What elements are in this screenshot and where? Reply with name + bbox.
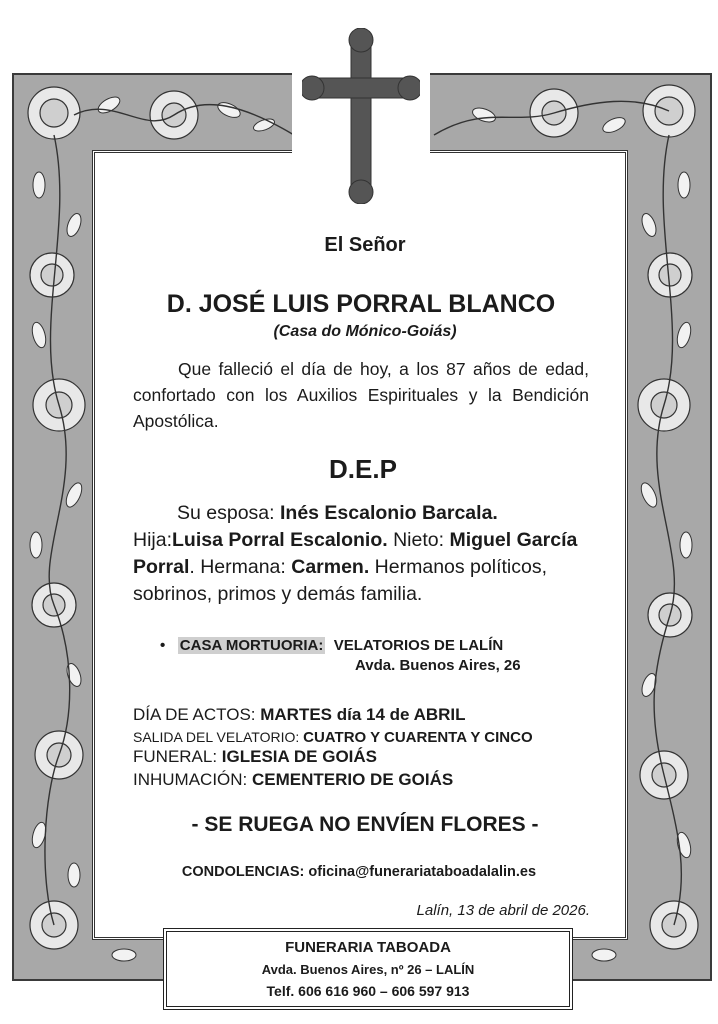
family-list: Su esposa: Inés Escalonio Barcala. Hija:Luisa Porral Escalonio. Nieto: Miguel García Porral. Hermana: Carmen. Hermanos políticos, sobrinos, primos y demás familia. [133, 502, 578, 605]
death-notice-text: Que falleció el día de hoy, a los 87 años de edad, confortado con los Auxilios Espirituales y la Bendición Apostólica. [133, 359, 589, 431]
funeral-home-line [160, 637, 503, 654]
company-name: FUNERARIA TABOADA [285, 939, 451, 956]
funeral-home-value: VELATORIOS DE LALÍN [333, 637, 504, 654]
condolences-line: CONDOLENCIAS: oficina@funerariataboadalalin.es [181, 864, 537, 880]
funeral-company-footer [163, 928, 573, 1010]
grandson-name: Miguel García Porral [133, 529, 578, 578]
notice-date: Lalín, 13 de abril de 2026. [416, 902, 590, 919]
condolences-email[interactable]: oficina@funerariataboadalalin.es [308, 864, 537, 880]
no-flowers-request: - SE RUEGA NO ENVÍEN FLORES - [191, 813, 539, 836]
deceased-name: D. JOSÉ LUIS PORRAL BLANCO [166, 290, 556, 318]
cross-icon [302, 28, 420, 204]
deceased-alias: (Casa do Mónico-Goiás) [273, 323, 457, 340]
acts-burial: INHUMACIÓN: CEMENTERIO DE GOIÁS [133, 770, 454, 789]
company-address: Avda. Buenos Aires, nº 26 – LALÍN [261, 962, 475, 977]
daughter-name: Luisa Porral Escalonio. [172, 529, 388, 551]
bullet-icon: • [160, 637, 166, 654]
acts-day: DÍA DE ACTOS: MARTES día 14 de ABRIL [133, 705, 466, 724]
funeral-home-label: CASA MORTUORIA: [179, 637, 324, 654]
sister-name: Carmen. [291, 556, 370, 578]
deceased-title: El Señor [324, 234, 406, 256]
funeral-home-address: Avda. Buenos Aires, 26 [355, 657, 521, 674]
dep-heading: D.E.P [329, 454, 397, 484]
acts-funeral: FUNERAL: IGLESIA DE GOIÁS [133, 747, 378, 766]
company-phone[interactable]: Telf. 606 616 960 – 606 597 913 [266, 983, 470, 999]
spouse-name: Inés Escalonio Barcala. [279, 502, 498, 524]
acts-departure: SALIDA DEL VELATORIO: CUATRO Y CUARENTA Y CINCO [133, 729, 533, 746]
